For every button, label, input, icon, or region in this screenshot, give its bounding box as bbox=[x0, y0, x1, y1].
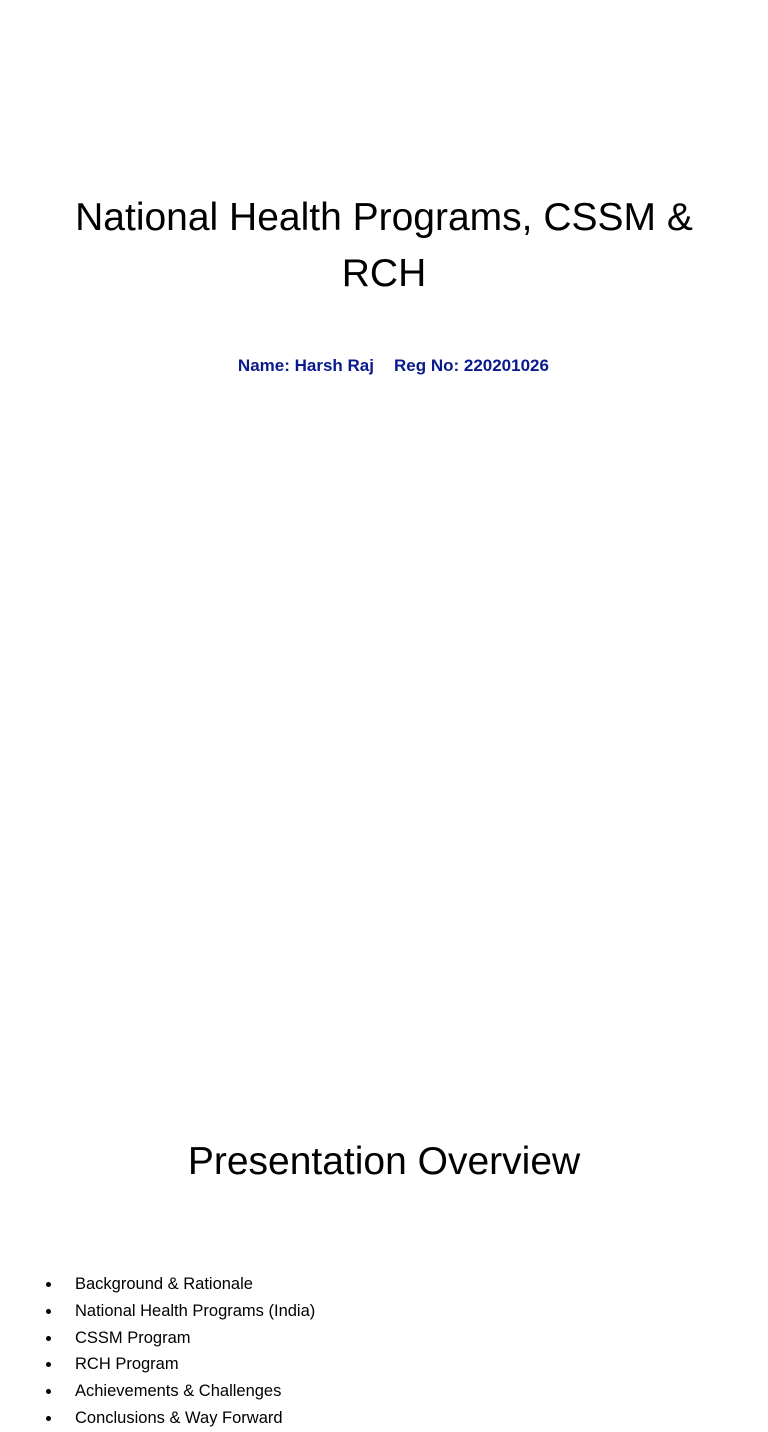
list-item bbox=[42, 1298, 315, 1325]
list-item-text: National Health Programs (India) bbox=[75, 1301, 316, 1320]
bullet-icon bbox=[46, 1309, 51, 1314]
bullet-icon bbox=[46, 1336, 51, 1341]
list-item bbox=[42, 1271, 315, 1298]
list-item-text: Background & Rationale bbox=[75, 1275, 253, 1293]
list-item-text: RCH Program bbox=[75, 1355, 179, 1374]
bullet-icon bbox=[46, 1282, 51, 1287]
list-item bbox=[42, 1378, 315, 1405]
title-slide bbox=[0, 0, 768, 512]
list-item-text: CSSM Program bbox=[75, 1328, 191, 1347]
bullet-icon bbox=[46, 1362, 51, 1367]
overview-list bbox=[42, 1271, 315, 1432]
bullet-icon bbox=[46, 1416, 51, 1421]
author-name: Name: Harsh Raj bbox=[237, 356, 374, 375]
presentation-title: National Health Programs, CSSM & RCH bbox=[75, 196, 693, 295]
list-item-text: Conclusions & Way Forward bbox=[75, 1408, 283, 1427]
registration-number: Reg No: 220201026 bbox=[393, 356, 549, 375]
list-item bbox=[42, 1405, 315, 1432]
list-item bbox=[42, 1351, 315, 1378]
author-line bbox=[0, 336, 768, 396]
list-item bbox=[42, 1325, 315, 1352]
overview-slide bbox=[0, 512, 768, 1427]
bullet-icon bbox=[46, 1389, 51, 1394]
overview-title: Presentation Overview bbox=[187, 1140, 581, 1183]
list-item-text: Achievements & Challenges bbox=[75, 1382, 282, 1401]
